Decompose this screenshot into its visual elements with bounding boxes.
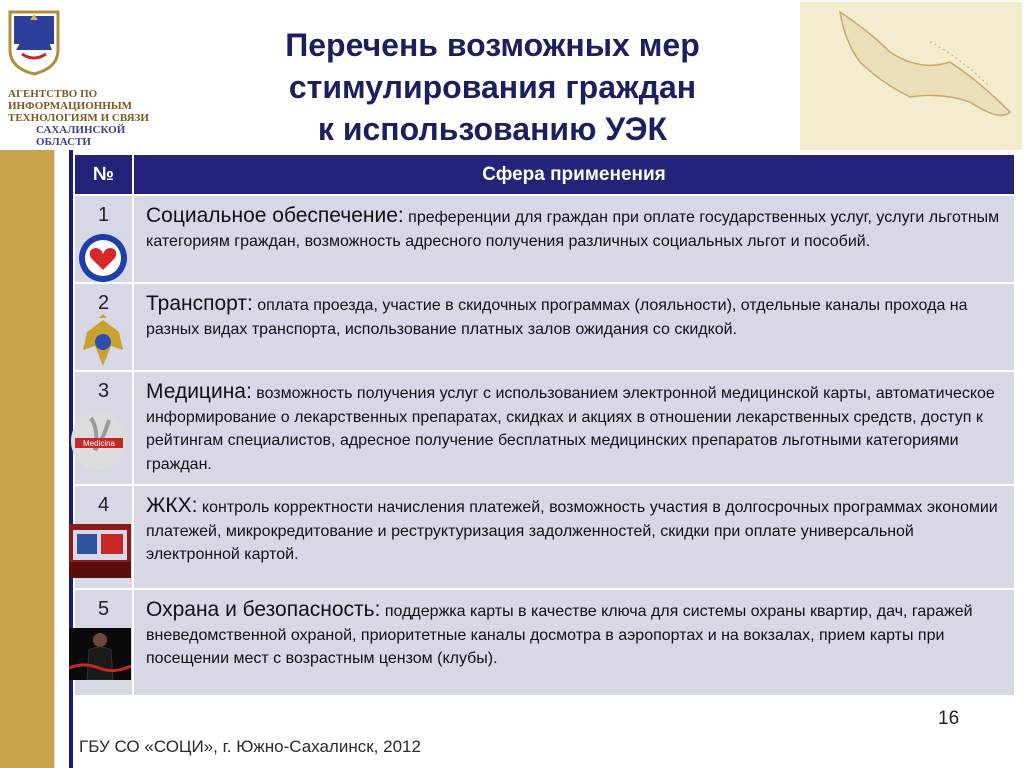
title-line-2: стимулирования граждан [288, 69, 697, 105]
row-description: преференции для граждан при оплате государственных услуг, услуги льготным категориям граждан, возможность адресного получения различных социальных льгот и пособий. [146, 209, 1000, 250]
row-heading: ЖКХ: [146, 494, 198, 517]
row-number-cell [75, 196, 134, 282]
row-text [134, 590, 1014, 695]
agency-logo [4, 10, 164, 150]
agency-name [8, 88, 168, 148]
coat-of-arms-icon [8, 10, 60, 76]
table-row [75, 588, 1014, 695]
table-row [75, 194, 1014, 282]
header-number: № [75, 155, 134, 194]
housing-photo-icon [69, 524, 131, 578]
row-number: 2 [97, 292, 110, 314]
page-number: 16 [938, 708, 960, 729]
sakhalin-map-image [800, 2, 1022, 150]
slide-title [220, 24, 765, 150]
header-scope: Сфера применения [482, 163, 666, 185]
row-heading: Транспорт: [146, 292, 253, 315]
logo-line-1: АГЕНТСТВО ПО [8, 88, 98, 100]
row-number-cell [75, 486, 134, 588]
left-decor-bar [0, 150, 54, 768]
row-heading: Медицина: [146, 380, 252, 403]
title-line-1: Перечень возможных мер [285, 27, 700, 63]
table-row [75, 484, 1014, 588]
row-number: 5 [97, 598, 110, 620]
transport-emblem-icon [77, 314, 129, 366]
social-heart-icon [77, 232, 129, 284]
footer-text: ГБУ СО «СОЦИ», г. Южно-Сахалинск, 2012 [79, 737, 421, 756]
row-description: поддержка карты в качестве ключа для системы охраны квартир, дач, гаражей вневедомственной охраной, приоритетные каналы досмотра в аэропортах и на вокзалах, прием карты при посещении мест с возрастным цензом (клубы). [146, 603, 973, 667]
row-number-cell [75, 372, 134, 484]
row-description: возможность получения услуг с использованием электронной медицинской карты, автоматическое информирование о лекарственных препаратах, скидках и акциях в отношении лекарственных средств, доступ к рейтингам специалистов, адресное получение бесплатных медицинских препаратов льготными категориями граждан. [146, 385, 995, 473]
left-decor-strip [54, 150, 70, 768]
security-guard-icon [69, 628, 131, 680]
row-description: оплата проезда, участие в скидочных программах (лояльности), отдельные каналы прохода на разных видах транспорта, использование платных залов ожидания со скидкой. [146, 297, 968, 338]
row-text [134, 486, 1014, 588]
row-heading: Охрана и безопасность: [146, 598, 381, 621]
logo-line-3: ТЕХНОЛОГИЯМ И СВЯЗИ [8, 112, 149, 124]
row-number: 4 [97, 494, 110, 516]
logo-line-5: ОБЛАСТИ [36, 136, 91, 148]
row-number-cell [75, 284, 134, 370]
row-description: контроль корректности начисления платежей, возможность участия в долгосрочных программах экономии платежей, микрокредитование и реструктуризация задолженностей, скидки при оплате универсальной электронной картой. [146, 499, 998, 563]
row-number: 3 [97, 380, 110, 402]
table-row [75, 282, 1014, 370]
medicine-icon [69, 410, 129, 472]
row-number: 1 [97, 204, 110, 226]
row-text [134, 372, 1014, 484]
row-text [134, 284, 1014, 370]
row-number-cell [75, 590, 134, 695]
measures-table [75, 155, 1014, 695]
table-header [75, 155, 1014, 194]
title-line-3: к использованию УЭК [317, 111, 668, 147]
table-row [75, 370, 1014, 484]
row-text [134, 196, 1014, 282]
row-heading: Социальное обеспечение: [146, 204, 404, 227]
logo-line-2: ИНФОРМАЦИОННЫМ [8, 100, 133, 112]
logo-line-4: САХАЛИНСКОЙ [36, 124, 126, 136]
svg-text:Medicina: Medicina [82, 439, 116, 448]
